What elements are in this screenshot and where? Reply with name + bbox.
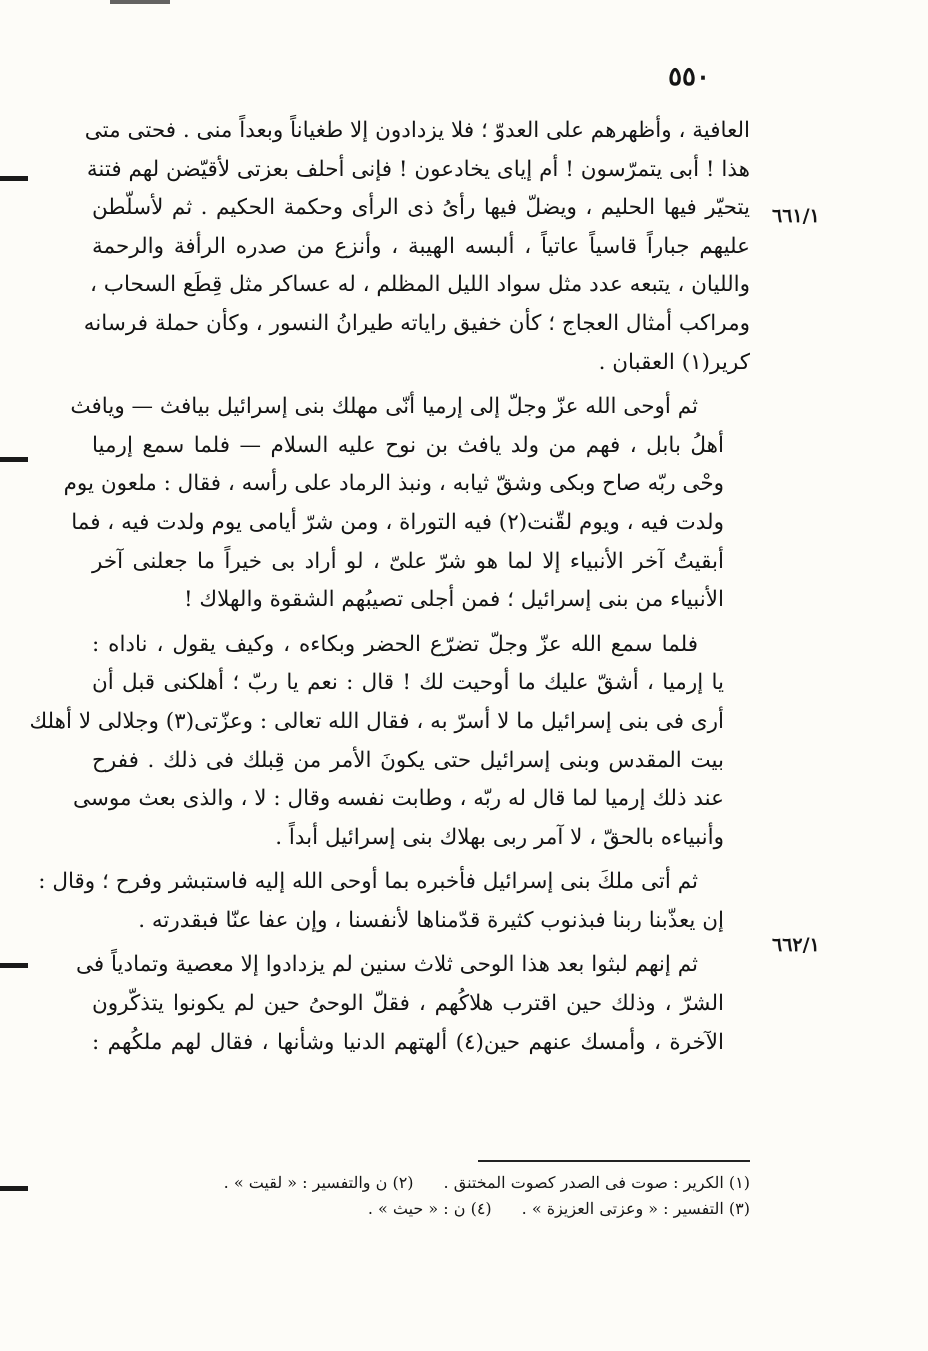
margin-reference-661: ٦٦١/١ (772, 205, 820, 227)
margin-reference-662: ٦٦٢/١ (772, 934, 820, 956)
scan-edge-mark (0, 1186, 28, 1191)
paragraph (83, 112, 750, 382)
text-line: وأنبياءه بالحقّ ، لا آمر ربى بهلاك بنى إسرائيل أبداً . (275, 824, 724, 850)
text-line: يا إرميا ، أشقّ عليك ما أوحيت لك ! قال : نعم يا ربّ ؛ أهلكنى قبل أن (92, 670, 724, 696)
text-line: وحْى ربّه صاح وبكى وشقّ ثيابه ، ونبذ الرماد على رأسه ، فقال : ملعون يوم (63, 471, 724, 497)
scan-edge-mark (0, 963, 28, 968)
text-line: والليان ، يتبعه عدد مثل سواد الليل المظلم ، له عساكر مثل قِطَع السحاب ، (89, 272, 750, 298)
text-line: الشرّ ، وذلك حين اقترب هلاكُهم ، فقلّ الوحىُ حين لم يكونوا يتذكّرون (92, 991, 724, 1017)
text-line: ولدت فيه ، ويوم لقّنت(٢) فيه التوراة ، ومن شرّ أيامى يوم ولدت فيه ، فما (71, 509, 724, 535)
text-line: ثم إنهم لبثوا بعد هذا الوحى ثلاث سنين لم يزدادوا إلا معصية وتمادياً فى (75, 952, 698, 978)
paragraph (63, 388, 750, 620)
text-line: يتحيّر فيها الحليم ، ويضلّ فيها رأىُ ذى الرأى وحكمة الحكيم . ثم لأسلّطن (92, 195, 750, 221)
text-line: ومراكب أمثال العجاج ؛ كأن خفيق راياته طيرانُ النسور ، وكأن حملة فرسانه (83, 310, 750, 336)
text-line: أرى فى بنى إسرائيل ما لا أسرّ به ، فقال الله تعالى : وعزّتى(٣) وجلالى لا أهلك (29, 708, 724, 734)
footnote-line (92, 1196, 750, 1222)
text-line: أهلُ بابل ، فهم من ولد يافث بن نوح عليه السلام — فلما سمع إرميا (92, 432, 724, 458)
text-line: فلما سمع الله عزّ وجلّ تضرّع الحضر وبكاءه ، وكيف يقول ، ناداه : (92, 631, 698, 657)
text-line: الأنبياء من بنى إسرائيل ؛ فمن أجلى تصيبُهم الشقوة والهلاك ! (183, 587, 724, 613)
footnote-line (92, 1170, 750, 1196)
scan-edge-mark (0, 176, 28, 181)
text-line: عند ذلك إرميا لما قال له ربّه ، وطابت نفسه وقال : لا ، والذى بعث موسى (72, 786, 724, 812)
text-line: كرير(١) العقبان . (598, 349, 750, 375)
footnote-divider (478, 1160, 750, 1162)
footnote-3: (٣) التفسير : « وعزتى العزيزة » . (521, 1199, 750, 1218)
paragraph (29, 626, 750, 858)
main-text (29, 112, 750, 1062)
text-line: بيت المقدس وبنى إسرائيل حتى يكونَ الأمر من قِبلك فى ذلك . ففرح (92, 747, 724, 773)
page-number: ٥٥٠ (668, 62, 710, 92)
footnote-4: (٤) ن : « حيث » . (367, 1199, 492, 1218)
text-line: ثم أوحى الله عزّ وجلّ إلى إرميا أنّى مهلك بنى إسرائيل بيافث — ويافث (70, 394, 698, 420)
paragraph (75, 946, 750, 1062)
text-line: ثم أتى ملكَ بنى إسرائيل فأخبره بما أوحى الله إليه فاستبشر وفرح ؛ وقال : (38, 869, 698, 895)
text-line: إن يعذّبنا ربنا فبذنوب كثيرة قدّمناها لأنفسنا ، وإن عفا عنّا فبقدرته . (138, 907, 724, 933)
text-line: هذا ! أبى يتمرّسون ! أم إياى يخادعون ! فإنى أحلف بعزتى لأقيّضن لهم فتنة (86, 156, 750, 182)
top-edge-mark (110, 0, 170, 4)
text-line: الآخرة ، وأمسك عنهم حين(٤) ألهتهم الدنيا وشأنها ، فقال لهم ملكُهم : (92, 1029, 724, 1055)
scan-edge-mark (0, 457, 28, 462)
paragraph (38, 863, 750, 940)
footnotes (92, 1170, 750, 1222)
text-line: أبقيتُ آخر الأنبياء إلا لما هو شرّ علىّ ، لو أراد بى خيراً ما جعلنى آخر (92, 548, 724, 574)
footnote-1: (١) الكرير : صوت فى الصدر كصوت المختنق . (443, 1173, 750, 1192)
footnote-2: (٢) ن والتفسير : « لقيت » . (223, 1173, 414, 1192)
text-line: عليهم جباراً قاسياً عاتياً ، ألبسه الهيبة ، وأنزع من صدره الرأفة والرحمة (92, 233, 750, 259)
text-line: العافية ، وأظهرهم على العدوّ ؛ فلا يزدادون إلا طغياناً وبعداً منى . فحتى متى (84, 118, 750, 143)
